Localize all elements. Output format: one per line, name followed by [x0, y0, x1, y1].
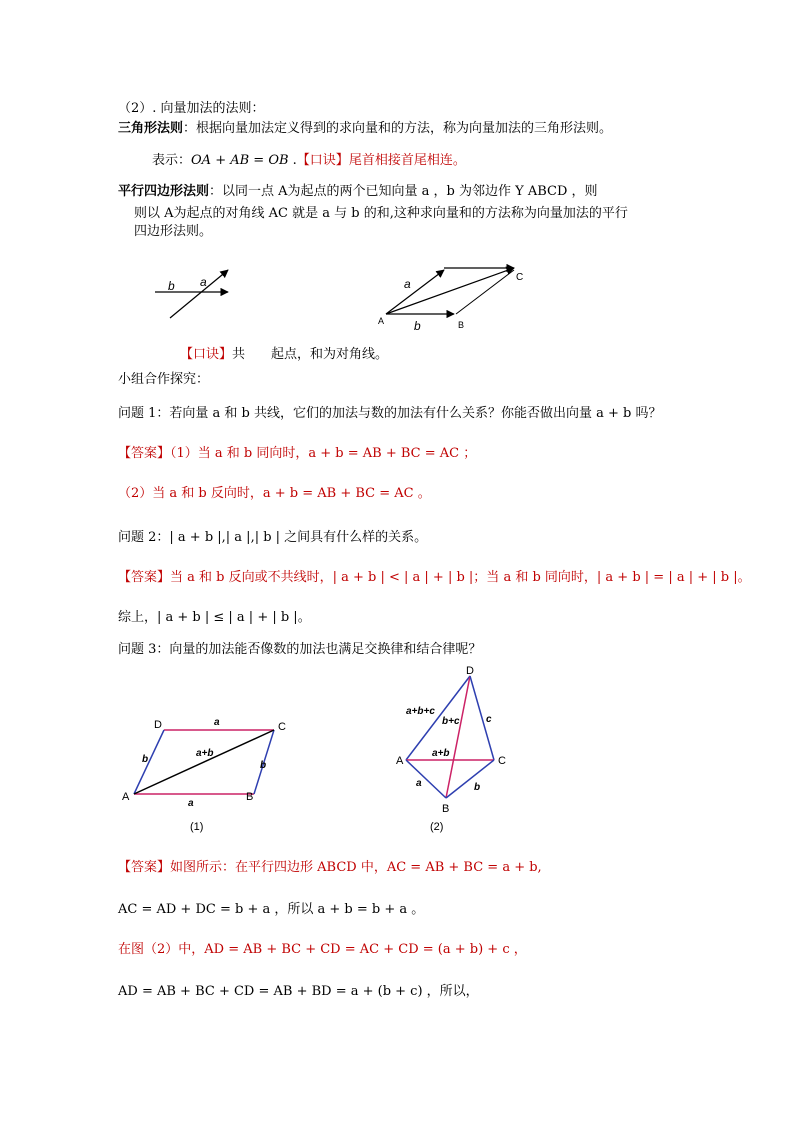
label-c: c [486, 714, 492, 725]
answer-3-line1 [118, 856, 542, 875]
figure-top-right [376, 258, 536, 338]
label-a: a [200, 275, 207, 289]
label-C: C [516, 272, 524, 283]
answer-3-line2: AC = AD + DC = b + a ，所以 a + b = b + a 。 [118, 902, 425, 917]
triangle-rule-text: ：根据向量加法定义得到的求向量和的方法，称为向量加法的三角形法则。 [183, 121, 613, 136]
parallelogram-rule-line2: 则以 A为起点的对角线 AC 就是 a 与 b 的和,这种求向量和的方法称为向量加法的平行 [134, 206, 628, 221]
label-D: D [154, 719, 162, 731]
parallelogram-a-arrow [386, 270, 444, 314]
triangle-rule-expression: 表示：OA + AB = OB .【口诀】尾首相接首尾相连。 [152, 153, 466, 168]
answer-1-text2: （2）当 a 和 b 反向时，a + b = AB + BC = AC 。 [118, 486, 431, 501]
question-2: 问题 2：| a + b |,| a |,| b | 之间具有什么样的关系。 [118, 530, 428, 545]
answer-1-line1 [118, 442, 476, 461]
label-b: b [414, 319, 421, 333]
tip-text: 尾首相接首尾相连。 [348, 153, 466, 168]
diagonal-AC [134, 730, 274, 794]
tip2-label: 【口诀】 [180, 347, 233, 362]
figure-1-parallelogram [118, 690, 298, 835]
label-b-plus-c: b+c [442, 716, 460, 727]
diagonal-arrow [386, 268, 514, 314]
label-B: B [246, 791, 254, 803]
label-C: C [278, 721, 286, 733]
answer-label: 【答案】 [118, 446, 171, 461]
label-a-bottom: a [188, 798, 194, 809]
expr-prefix: 表示： [152, 153, 192, 168]
label-a-plus-b: a+b [432, 748, 450, 759]
answer-2-line [118, 566, 751, 585]
figure-2-vector-quad [390, 662, 520, 837]
answer-3-text1: 如图所示：在平行四边形 ABCD 中，AC = AB + BC = a + b, [170, 860, 542, 875]
parallelogram-rule-line1 [118, 180, 598, 199]
answer-label: 【答案】 [118, 570, 171, 585]
answer-1-line2 [118, 482, 431, 501]
label-A: A [396, 755, 404, 767]
label-b: b [168, 279, 175, 293]
side-AD [134, 730, 164, 794]
label-a-plus-b-plus-c: a+b+c [406, 706, 435, 717]
tip-label: 【口诀】 [296, 153, 349, 168]
parallelogram-rule-line3: 四边形法则。 [134, 224, 213, 239]
triangle-rule-label: 三角形法则 [118, 121, 184, 136]
answer-label: 【答案】 [118, 860, 171, 875]
figure-2-caption: (2) [430, 821, 444, 833]
label-A: A [378, 316, 385, 326]
question-1: 问题 1：若向量 a 和 b 共线，它们的加法与数的加法有什么关系？你能否做出向量 a + b 吗？ [118, 406, 662, 421]
triangle-rule-line [118, 117, 612, 136]
label-b-right: b [260, 760, 267, 771]
question-3: 问题 3：向量的加法能否像数的加法也满足交换律和结合律呢？ [118, 642, 482, 657]
answer-3-line4: AD = AB + BC + CD = AB + BD = a + (b + c) ，所以， [118, 984, 479, 999]
figure-top-left [140, 258, 250, 328]
tip2-line [180, 343, 388, 362]
label-A: A [122, 791, 130, 803]
label-b: b [474, 782, 481, 793]
answer-3-line3: 在图（2）中，AD = AB + BC + CD = AC + CD = (a + b) + c ， [118, 942, 527, 957]
label-a: a [404, 277, 411, 291]
edge-BD [446, 676, 470, 798]
figure-1-caption: (1) [190, 821, 204, 833]
label-D: D [466, 665, 474, 677]
label-a-plus-b: a+b [196, 748, 214, 759]
vector-a-arrow [170, 270, 228, 318]
edge-AB [406, 760, 446, 798]
label-B: B [458, 320, 465, 330]
parallelogram-rule-text1: ：以同一点 A为起点的两个已知向量 a ，b 为邻边作 Y ABCD ，则 [209, 184, 598, 199]
triangle-expr: OA + AB = OB [191, 153, 289, 168]
tip2-text: 共 起点，和为对角线。 [232, 347, 389, 362]
label-a: a [416, 778, 422, 789]
label-B: B [442, 803, 450, 815]
answer-1-text1: （1）当 a 和 b 同向时，a + b = AB + BC = AC ； [170, 446, 477, 461]
answer-2-summary: 综上，| a + b | ≤ | a | + | b |。 [118, 610, 311, 625]
label-a-top: a [214, 717, 220, 728]
label-b-left: b [142, 754, 149, 765]
label-C: C [498, 755, 506, 767]
answer-2-text: 当 a 和 b 反向或不共线时，| a + b | < | a | + | b |；当 a 和 b 同向时，| a + b | = | a | + | b |。 [170, 570, 751, 585]
group-title: 小组合作探究： [118, 372, 210, 387]
right-side [456, 270, 514, 314]
section-title: （2）. 向量加法的法则： [118, 101, 265, 116]
parallelogram-rule-label: 平行四边形法则 [118, 184, 210, 199]
edge-BC [446, 760, 494, 798]
